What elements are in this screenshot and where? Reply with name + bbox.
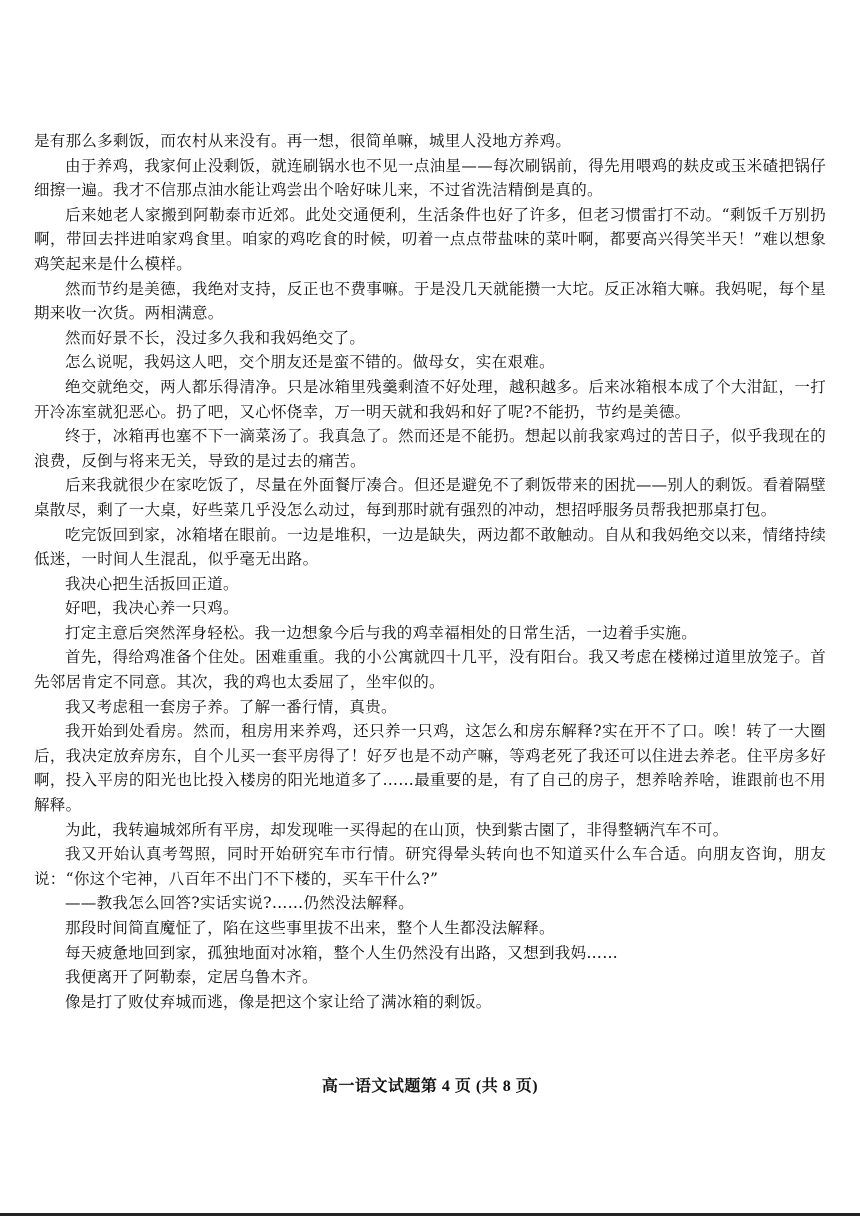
paragraph-1: 是有那么多剩饭，而农村从来没有。再一想，很简单嘛，城里人没地方养鸡。 — [34, 132, 572, 150]
paragraph-14: 首先，得给鸡准备个住处。困难重重。我的小公寓就四十几平，没有阳台。我又考虑在楼梯过道里放笼子。首先邻居肯定不同意。其次，我的鸡也太委屈了，坐牢似的。 — [34, 648, 826, 692]
paragraph-15: 我又考虑租一套房子养。了解一番行情，真贵。 — [65, 697, 397, 716]
paragraph-13: 打定主意后突然浑身轻松。我一边想象今后与我的鸡幸福相处的日常生活，一边着手实施。 — [65, 623, 698, 642]
paragraph-3: 后来她老人家搬到阿勒泰市近郊。此处交通便利，生活条件也好了许多，但老习惯雷打不动。“剩饭千万别扔啊，带回去拌进咱家鸡食里。咱家的鸡吃食的时候，叨着一点点带盐味的菜叶啊，都要高兴得笑半天！”难以想象鸡笑起来是什么模样。 — [34, 205, 826, 273]
paragraph-5: 然而好景不长，没过多久我和我妈绝交了。 — [65, 328, 366, 347]
paragraph-23: 像是打了败仗弃城而逃，像是把这个家让给了满冰箱的剩饭。 — [65, 992, 492, 1011]
paragraph-4: 然而节约是美德，我绝对支持，反正也不费事嘛。于是没几天就能攒一大坨。反正冰箱大嘛。我妈呢，每个星期来收一次货。两相满意。 — [34, 279, 826, 323]
paragraph-7: 绝交就绝交，两人都乐得清净。只是冰箱里残羹剩渣不好处理，越积越多。后来冰箱根本成了个大泔缸，一打开冷冻室就犯恶心。扔了吧，又心怀侥幸，万一明天就和我妈和好了呢?不能扔，节约是美德。 — [34, 377, 826, 421]
paragraph-19: ——教我怎么回答?实话实说?……仍然没法解释。 — [65, 894, 415, 913]
paragraph-11: 我决心把生活扳回正道。 — [65, 574, 239, 593]
paragraph-16: 我开始到处看房。然而，租房用来养鸡，还只养一只鸡，这怎么和房东解释?实在开不了口。唉！转了一大圈后，我决定放弃房东，自个儿买一套平房得了！好歹也是不动产嘛，等鸡老死了我还可以住进去养老。住平房多好啊，投入平房的阳光也比投入楼房的阳光地道多了……最重要的是，有了自己的房子，想养啥养啥，谁跟前也不用解释。 — [34, 722, 826, 815]
article-body — [34, 129, 826, 1014]
paragraph-10: 吃完饭回到家，冰箱堵在眼前。一边是堆积，一边是缺失，两边都不敢触动。自从和我妈绝交以来，情绪持续低迷，一时间人生混乱，似乎毫无出路。 — [34, 525, 826, 569]
paragraph-20: 那段时间简直魔怔了，陷在这些事里拔不出来，整个人生都没法解释。 — [65, 919, 555, 937]
paragraph-8: 终于，冰箱再也塞不下一滴菜汤了。我真急了。然而还是不能扔。想起以前我家鸡过的苦日子，似乎我现在的浪费，反倒与将来无关，导致的是过去的痛苦。 — [34, 427, 826, 470]
paragraph-17: 为此，我转遍城郊所有平房，却发现唯一买得起的在山顶，快到紫古園了，非得整辆汽车不可。 — [65, 820, 729, 839]
page-footer: 高一语文试题第 4 页 (共 8 页) — [321, 1078, 539, 1095]
paragraph-22: 我便离开了阿勒泰，定居乌鲁木齐。 — [65, 968, 318, 987]
paragraph-2: 由于养鸡，我家何止没剩饭，就连刷锅水也不见一点油星——每次刷锅前，得先用喂鸡的麸皮或玉米碴把锅仔细擦一遍。我才不信那点油水能让鸡尝出个啥好味儿来，不过省洗洁精倒是真的。 — [34, 156, 826, 200]
paragraph-9: 后来我就很少在家吃饭了，尽量在外面餐厅凑合。但还是避免不了剩饭带来的困扰——别人的剩饭。看着隔壁桌散尽，剩了一大桌，好些菜几乎没怎么动过，每到那时就有强烈的冲动，想招呼服务员帮我把那桌打包。 — [34, 476, 826, 519]
paragraph-21: 每天疲惫地回到家，孤独地面对冰箱，整个人生仍然没有出路，又想到我妈…… — [65, 943, 619, 962]
paragraph-6: 怎么说呢，我妈这人吧，交个朋友还是蛮不错的。做母女，实在艰难。 — [65, 353, 555, 372]
paragraph-12: 好吧，我决心养一只鸡。 — [65, 599, 239, 618]
paragraph-18: 我又开始认真考驾照，同时开始研究车市行情。研究得晕头转向也不知道买什么车合适。向朋友咨询，朋友说：“你这个宅神，八百年不出门不下楼的，买车干什么?” — [34, 845, 826, 888]
